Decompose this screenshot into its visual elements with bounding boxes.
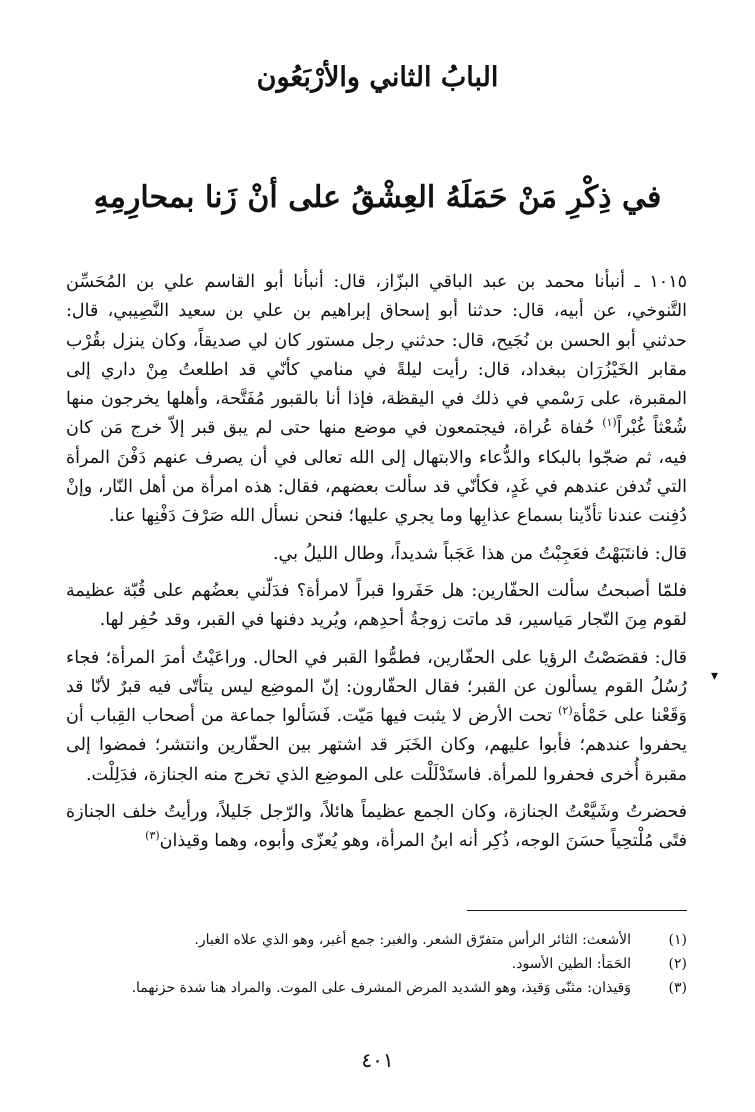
- main-text: [66, 268, 687, 865]
- footnote-text: الحَمَأ: الطين الأسود.: [511, 956, 631, 972]
- paragraph: [66, 644, 687, 790]
- paragraph: [66, 798, 687, 857]
- paragraph-text: حُفاة عُراة، فيجتمعون في موضع منها حتى لم يبق قبر إلاّ خرج مَن كان فيه، ثم ضجّوا بالبكاء والدُّعاء والابتهال إلى الله تعالى في أن يصرف عنهم دَفْنَ المرأة التي تُدفن عندهم في غَدٍ، فكأنّي قد سألت بعضهم، فقال: هذه امرأة من أهل النّار، وإنْ دُفِنت عندنا تأذّينا بسماع عذابِها وما يجري عليها؛ فنحن نسأل الله صَرْفَ دَفْنِها عنا.: [66, 418, 687, 527]
- paragraph-text: قال: فقصَصْتُ الرؤيا على الحفّارين، فطمُّوا القبر في الحال. وراعَيْتُ أمرَ المرأة؛ فجاء رُسُلُ القوم يسألون عن القبر؛ فقال الحفّارون: إنّ الموضِع ليس يتأتّى فيه قبرٌ لأنّا قد وَقَعْنا على حَمْأة: [66, 647, 687, 727]
- margin-mark-icon: ▾: [711, 668, 719, 684]
- section-title: في ذِكْرِ مَنْ حَمَلَهُ العِشْقُ على أنْ زَنا بمحارِمِهِ: [93, 180, 662, 215]
- footnotes: [66, 928, 687, 1000]
- page-number: ٤٠١: [361, 1048, 394, 1072]
- paragraph-text: تحت الأرض لا يثبت فيها مَيّت. فَسَألوا جماعة من أصحاب القِباب أن يحفروا عندهم؛ فأبوا عليهم، وكان الخَبَر قد اشتهر بين الحفّارين وانتشر؛ فمضوا إلى مقبرة أُخرى فحفروا للمرأة. فاستَدْلَلْت على الموضِع الذي تخرج منه الجنازة، فدَلِلْت.: [66, 706, 687, 785]
- paragraph-text: ١٠١٥ ـ أنبأنا محمد بن عبد الباقي البزّاز، قال: أنبأنا أبو القاسم علي بن المُحَسِّن التَّنوخي، عن أبيه، قال: حدثنا أبو إسحاق إبراهيم بن علي بن سعيد النَّصِيبي، قال: حدثني أبو الحسن بن نُجَيح، قال: حدثني رجل مستور كان لي صديقاً، وكان ينزل بقُرْب مقابر الخَيْزُرَان ببغداد، قال: رأيت ليلةً في منامي كأنّي قد اطلعتُ مِنْ داري إلى المقبرة، على رَسْمي في ذلك في اليقظة، فإذا أنا بالقبور مُفَتَّحة، وأهلها يخرجون منها شُعْثاً غُبْراً: [66, 272, 687, 439]
- footnote-number: (٣): [668, 980, 687, 996]
- footnote-mark: (٣): [145, 829, 160, 843]
- footnote-mark: (١): [602, 416, 617, 430]
- footnote-text: وَقيذان: مثنّى وَقيذ، وهو الشديد المرض المشرف على الموت. والمراد هنا شدة حزنهما.: [131, 980, 631, 996]
- footnote-divider: [467, 910, 687, 911]
- paragraph: [66, 540, 687, 569]
- chapter-title: البابُ الثاني والأرْبَعُون: [256, 62, 499, 93]
- footnote-number: (٢): [668, 956, 687, 972]
- footnote-text: الأشعث: الثائر الرأس متفرّق الشعر. والغبر: جمع أغبر، وهو الذي علاه الغبار.: [194, 932, 631, 948]
- paragraph-text: قال: فانتَبَهْتُ فعَجِبْتُ من هذا عَجَباً شديداً، وطال الليلُ بي.: [272, 543, 687, 564]
- paragraph-text: فلمّا أصبحتُ سألت الحفّارين: هل حَفَروا قبراً لامرأة؟ فدَلّني بعضُهم على قُبّة عظيمة لقوم مِنَ التّجار مَياسير، قد ماتت زوجةُ أحدِهم، ويُريد دفنها في القبر، وقد حُفِر لها.: [66, 580, 687, 631]
- paragraph: [66, 268, 687, 532]
- paragraph-text: فحضرتُ وشَيَّعْتُ الجنازة، وكان الجمع عظيماً هائلاً، والرّجل جَليلاً، ورأيتُ خلف الجنازة فتًى مُلْتحِياً حسَنَ الوجه، ذُكِر أنه ابنُ المرأة، وهو يُعزّى وأبوه، وهما وقيذان: [66, 802, 687, 852]
- footnote: [66, 928, 687, 952]
- paragraph: [66, 577, 687, 636]
- footnote-number: (١): [668, 932, 687, 948]
- footnote: [66, 952, 687, 976]
- footnote: [66, 976, 687, 1000]
- footnote-mark: (٢): [558, 704, 573, 718]
